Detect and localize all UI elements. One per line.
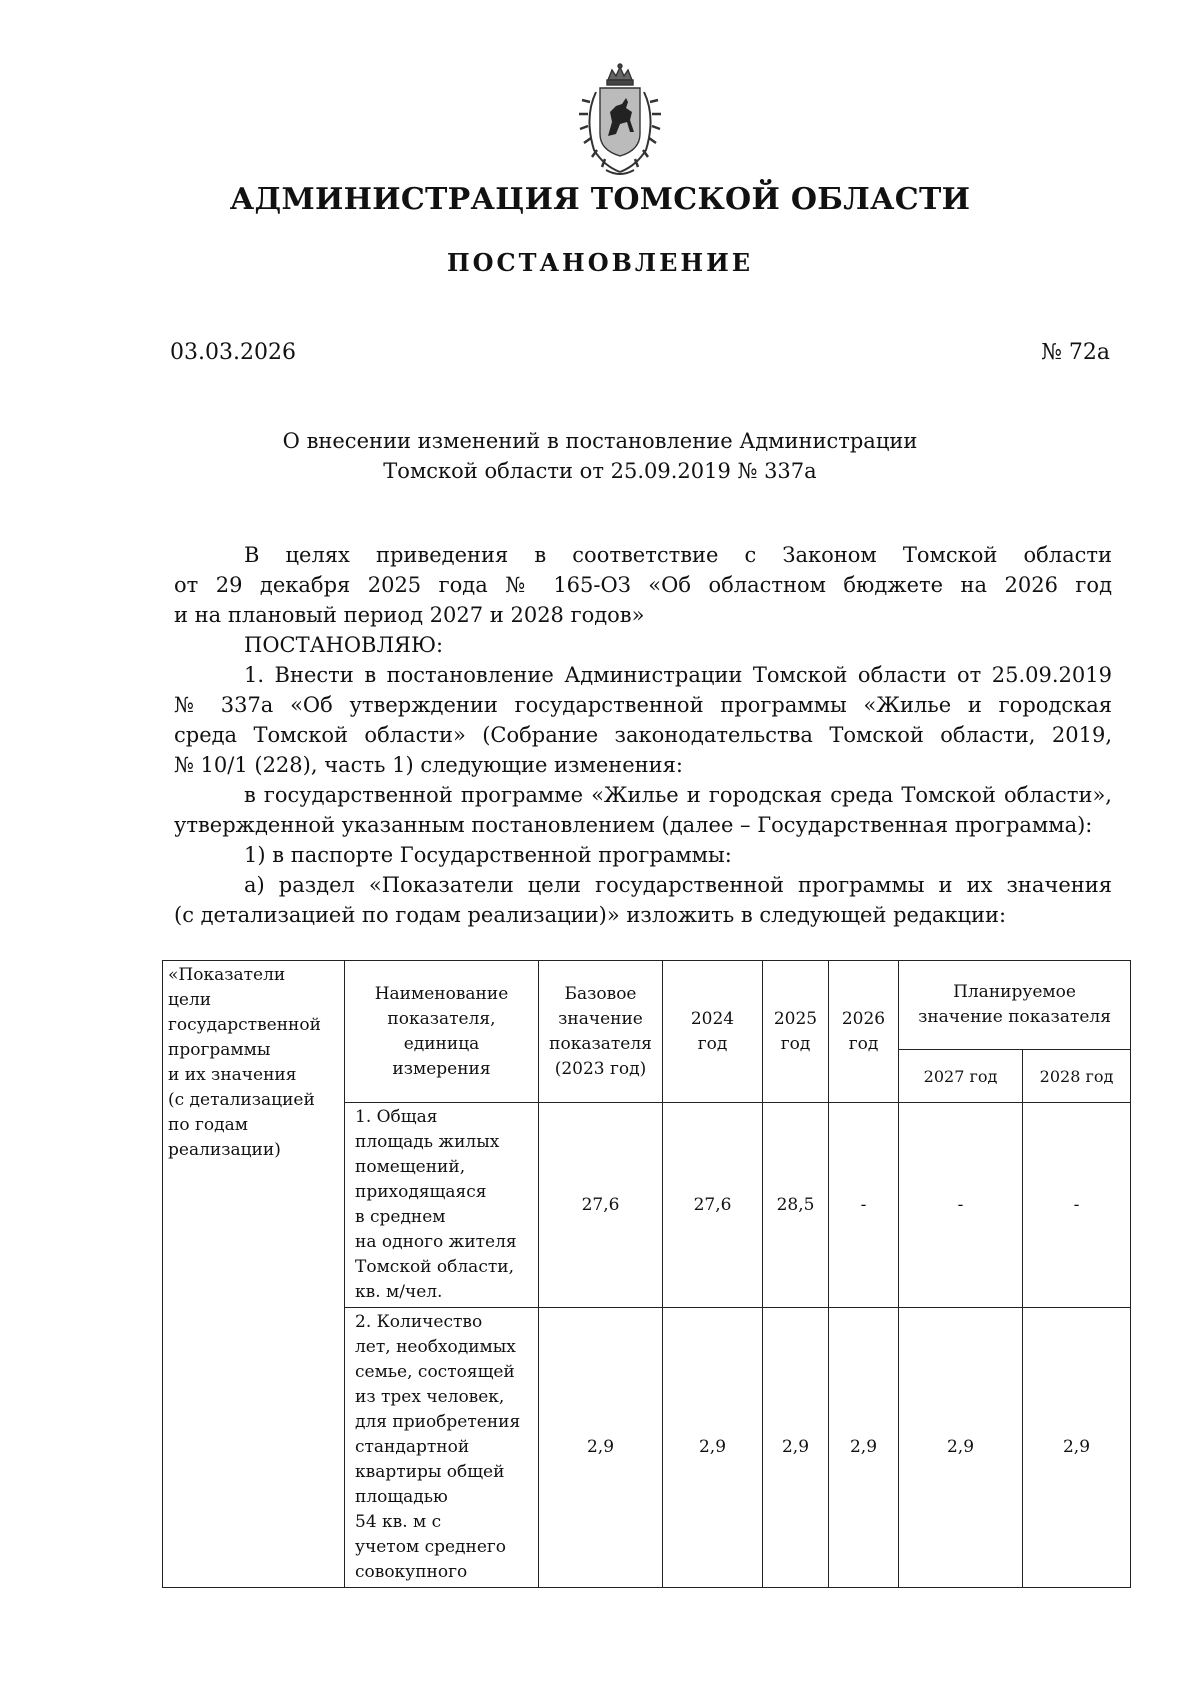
header-year-2026: 2026 год [829, 961, 899, 1103]
paragraph-line: № 10/1 (228), часть 1) следующие изменения: [174, 753, 683, 777]
value-2026-cell: - [829, 1103, 899, 1308]
header-base-value: Базовое значение показателя (2023 год) [539, 961, 663, 1103]
indicator-name: 2. Количество лет, необходимых семье, состоящей из трех человек, для приобретения стандартной квартиры общей площадью 54 кв. м с учетом среднего совокупного [345, 1308, 539, 1588]
value-2024-cell: 27,6 [663, 1103, 763, 1308]
value-2028-cell: - [1023, 1103, 1131, 1308]
value-2028-cell: 2,9 [1023, 1308, 1131, 1588]
document-date: 03.03.2026 [170, 340, 296, 365]
header-year-2028: 2028 год [1023, 1050, 1131, 1103]
value-2024-cell: 2,9 [663, 1308, 763, 1588]
indicators-table [162, 960, 1131, 1588]
document-type: ПОСТАНОВЛЕНИЕ [446, 248, 754, 277]
paragraph-line: от 29 декабря 2025 года № 165-ОЗ «Об областном бюджете на 2026 год [174, 573, 1112, 597]
header-planned-value: Планируемое значение показателя [899, 961, 1131, 1050]
base-value-cell: 2,9 [539, 1308, 663, 1588]
header-year-2024: 2024 год [663, 961, 763, 1103]
value-2027-cell: 2,9 [899, 1308, 1023, 1588]
indicator-name: 1. Общая площадь жилых помещений, приходящаяся в среднем на одного жителя Томской области, кв. м/чел. [345, 1103, 539, 1308]
subject-line: Томской области от 25.09.2019 № 337а [383, 459, 817, 483]
header-indicator-name: Наименование показателя, единица измерения [345, 961, 539, 1103]
document-body [174, 540, 1112, 930]
paragraph-line: а) раздел «Показатели цели государственной программы и их значения [244, 873, 1112, 897]
paragraph-line: в государственной программе «Жилье и городская среда Томской области», [244, 783, 1112, 807]
base-value-cell: 27,6 [539, 1103, 663, 1308]
paragraph-line: среда Томской области» (Собрание законодательства Томской области, 2019, [174, 723, 1112, 747]
paragraph-line: 1) в паспорте Государственной программы: [244, 843, 732, 867]
organization-title: АДМИНИСТРАЦИЯ ТОМСКОЙ ОБЛАСТИ [229, 182, 971, 217]
subject-line: О внесении изменений в постановление Администрации [282, 429, 918, 453]
paragraph-line: 1. Внести в постановление Администрации Томской области от 25.09.2019 [244, 663, 1112, 687]
paragraph-line: № 337а «Об утверждении государственной программы «Жилье и городская [174, 693, 1112, 717]
resolution-word: ПОСТАНОВЛЯЮ: [244, 633, 444, 657]
header-year-2027: 2027 год [899, 1050, 1023, 1103]
coat-of-arms-emblem [570, 62, 670, 182]
header-year-2025: 2025 год [763, 961, 829, 1103]
paragraph-line: (с детализацией по годам реализации)» изложить в следующей редакции: [174, 903, 1007, 927]
value-2026-cell: 2,9 [829, 1308, 899, 1588]
paragraph-line: и на плановый период 2027 и 2028 годов» [174, 603, 645, 627]
value-2025-cell: 28,5 [763, 1103, 829, 1308]
paragraph-line: В целях приведения в соответствие с Законом Томской области [244, 543, 1112, 567]
value-2027-cell: - [899, 1103, 1023, 1308]
paragraph-line: утвержденной указанным постановлением (далее – Государственная программа): [174, 813, 1093, 837]
document-subject [0, 426, 1200, 486]
section-label-cell: «Показатели цели государственной программы и их значения (с детализацией по годам реализации) [163, 961, 345, 1588]
document-number: № 72а [1041, 340, 1110, 365]
value-2025-cell: 2,9 [763, 1308, 829, 1588]
